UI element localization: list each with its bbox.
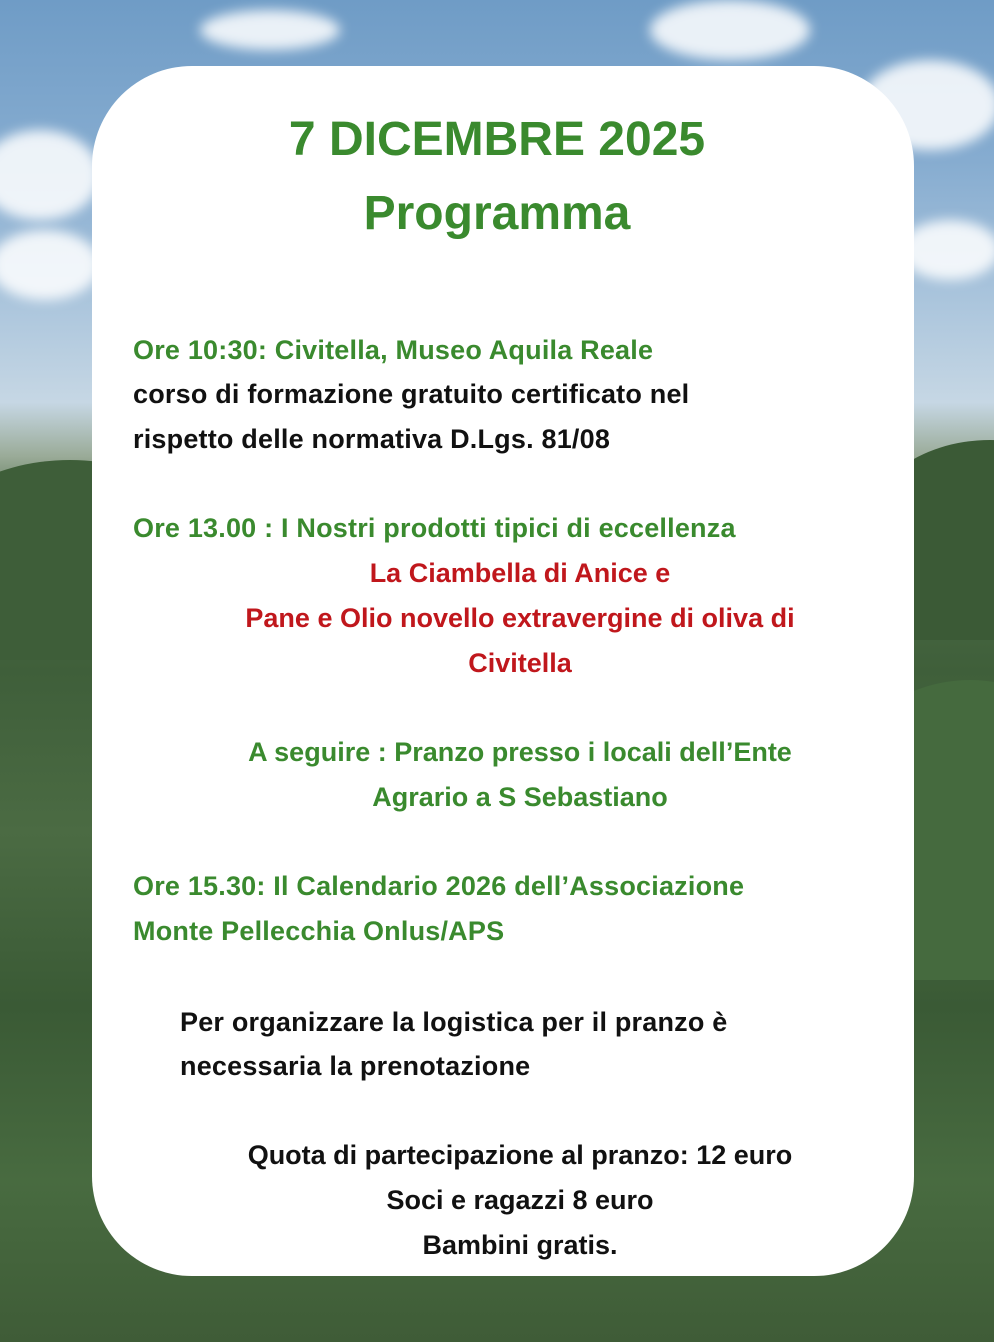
item-3-line-2: Agrario a S Sebastiano: [372, 782, 668, 812]
fee-line-1: Quota di partecipazione al pranzo: 12 euro: [247, 1140, 793, 1170]
event-date: 7 DICEMBRE 2025: [288, 113, 706, 166]
item-4-line-1: Ore 15.30: Il Calendario 2026 dell’Associazione: [133, 871, 745, 901]
item-1-time-place: Ore 10:30: Civitella, Museo Aquila Reale: [133, 335, 654, 365]
fee-line-2: Soci e ragazzi 8 euro: [386, 1185, 654, 1215]
item-2-red-line-2: Pane e Olio novello extravergine di oliva di: [245, 603, 795, 633]
item-2-red-line-1: La Ciambella di Anice e: [369, 558, 671, 588]
item-2-red-line-3: Civitella: [468, 648, 572, 678]
item-1-line-2: rispetto delle normativa D.Lgs. 81/08: [133, 424, 611, 454]
page-title: Programma: [363, 187, 631, 240]
cloud: [650, 0, 810, 60]
item-2-heading: Ore 13.00 : I Nostri prodotti tipici di eccellenza: [133, 513, 736, 543]
item-4-line-2: Monte Pellecchia Onlus/APS: [133, 916, 505, 946]
item-3-line-1: A seguire : Pranzo presso i locali dell’Ente: [248, 737, 792, 767]
booking-line-2: necessaria la prenotazione: [180, 1051, 531, 1081]
cloud: [200, 10, 340, 50]
item-1-line-1: corso di formazione gratuito certificato nel: [133, 379, 690, 409]
booking-line-1: Per organizzare la logistica per il pranzo è: [180, 1007, 728, 1037]
fee-line-3: Bambini gratis.: [422, 1230, 618, 1260]
